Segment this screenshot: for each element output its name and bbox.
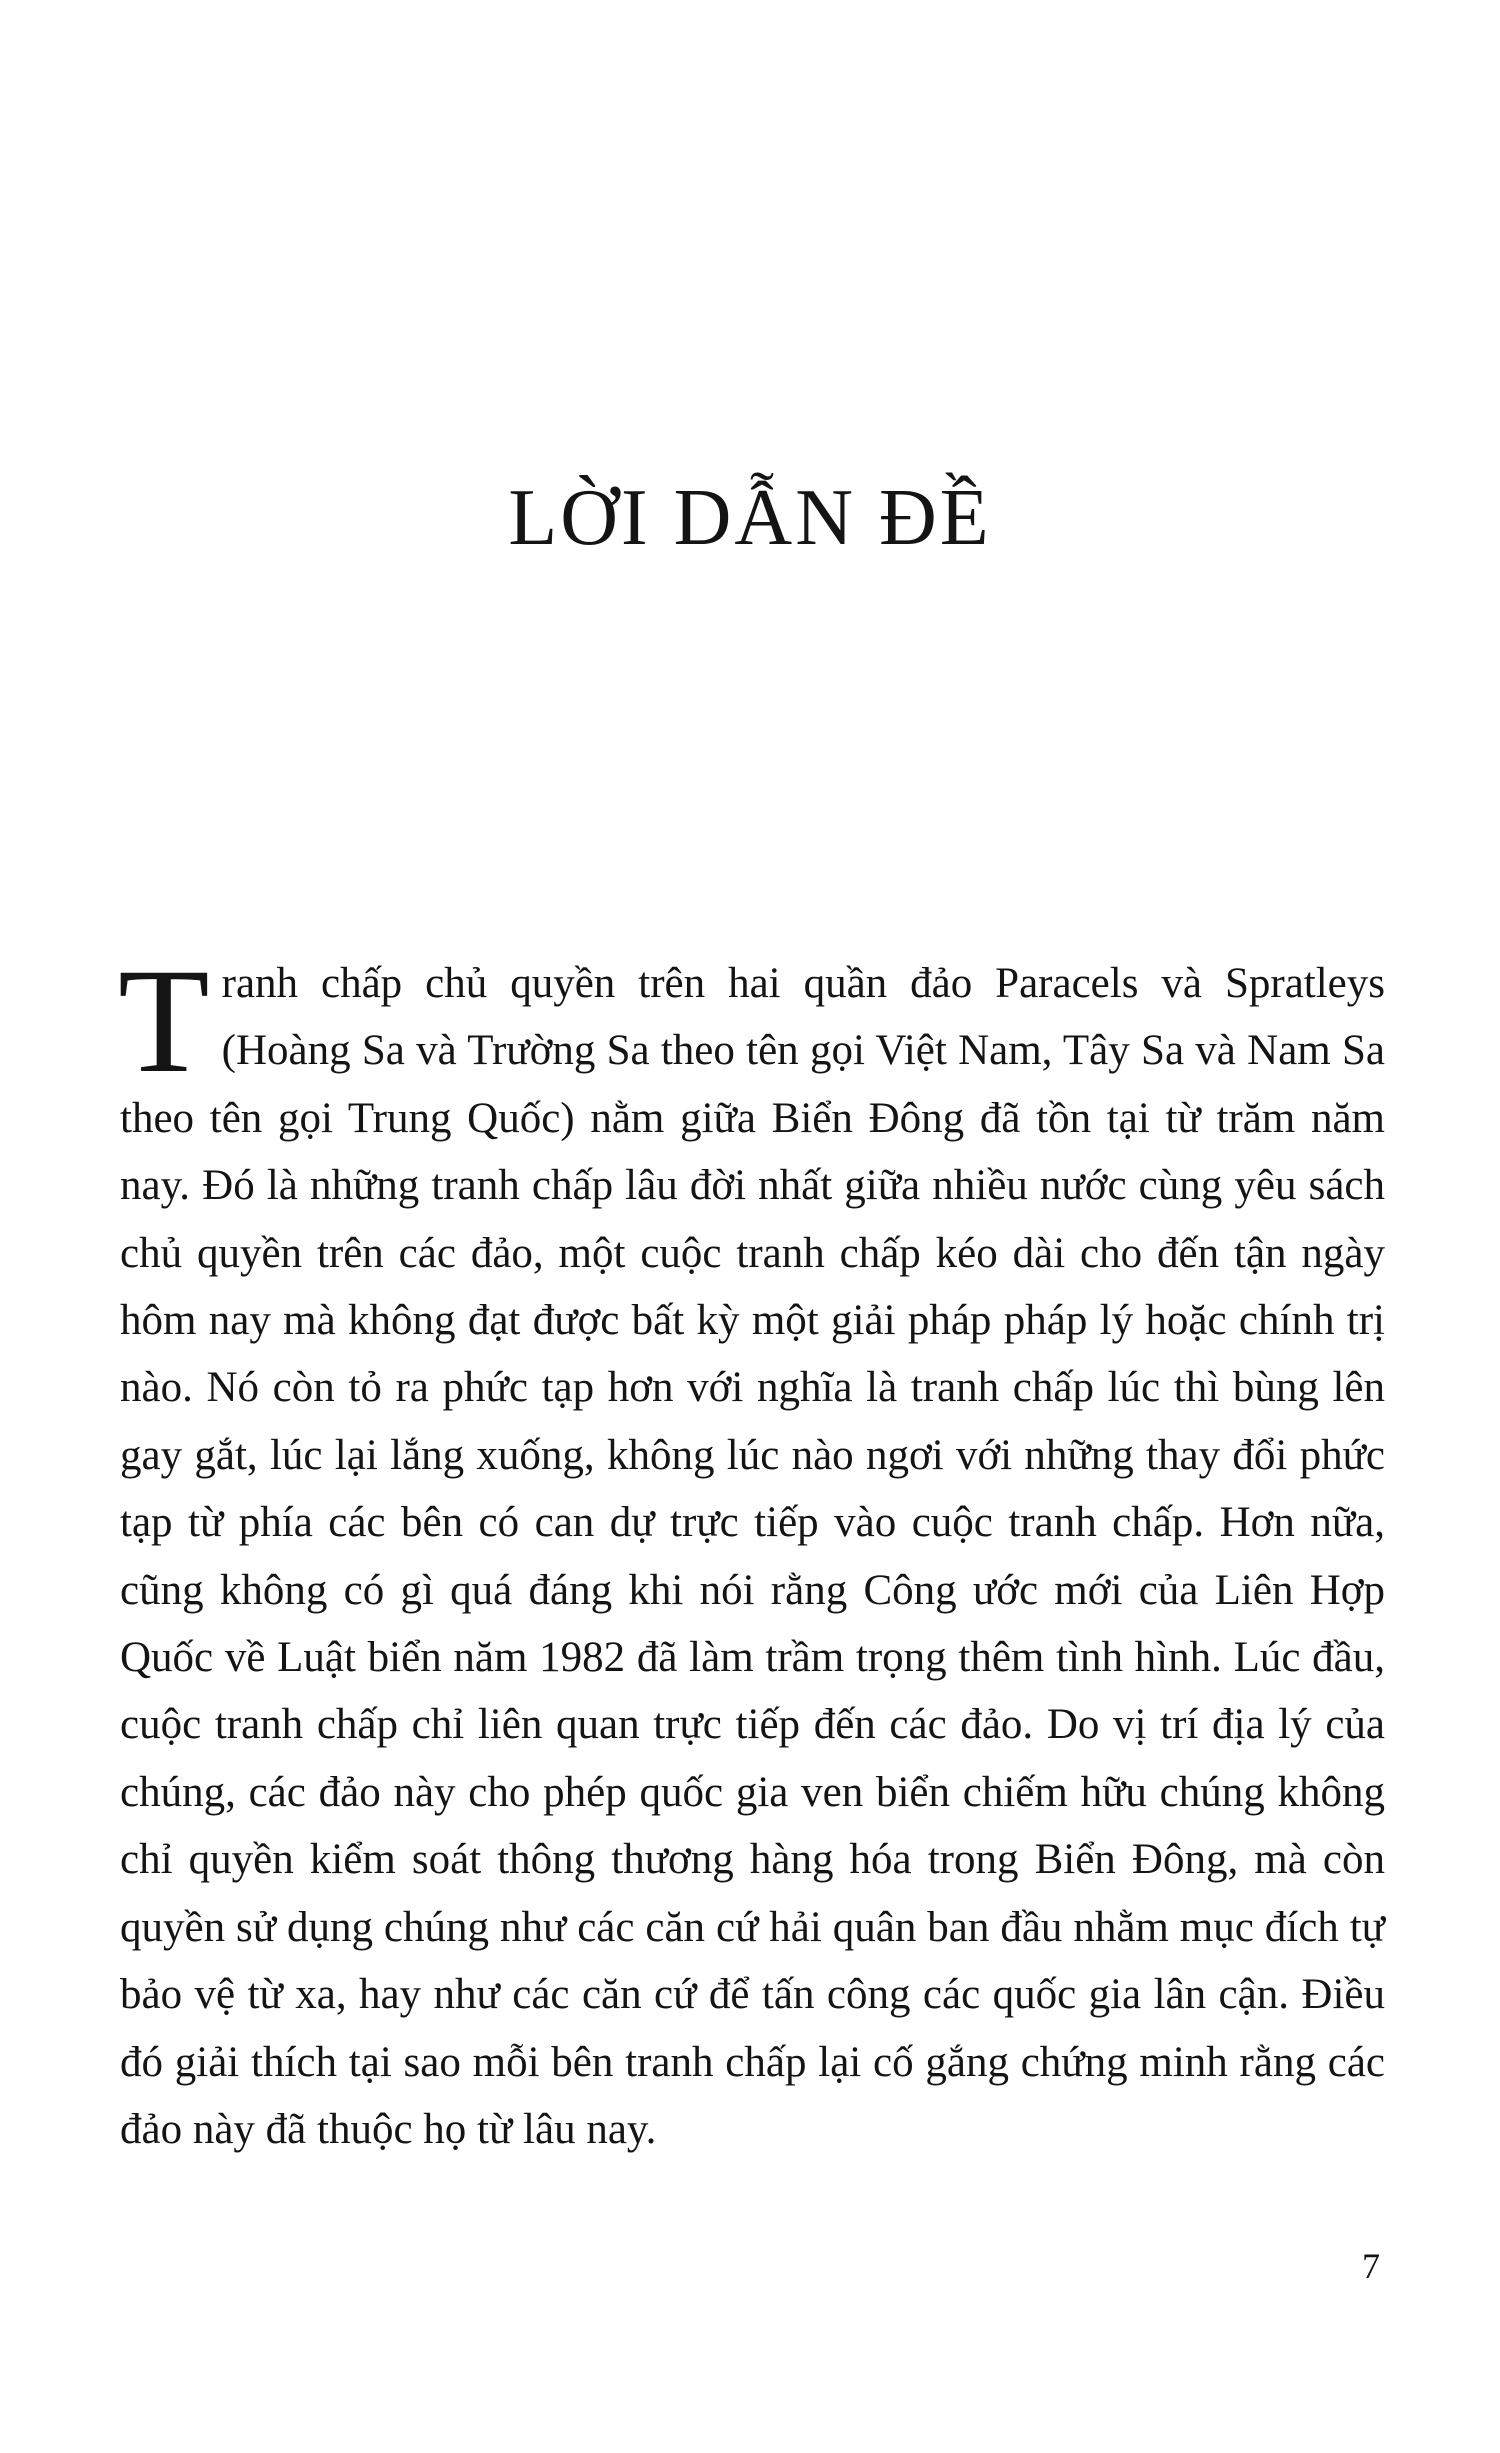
drop-cap: T (118, 938, 210, 1104)
page-number: 7 (1362, 2246, 1380, 2286)
chapter-paragraph (118, 938, 1385, 2163)
chapter-title: LỜI DẪN ĐỀ (508, 474, 992, 562)
paragraph-text: ranh chấp chủ quyền trên hai quần đảo Paracels và Spratleys (Hoàng Sa và Trường Sa theo tên gọi Việt Nam, Tây Sa và Nam Sa theo tên gọi Trung Quốc) nằm giữa Biển Đông đã tồn tại từ trăm năm nay. Đó là những tranh chấp lâu đời nhất giữa nhiều nước cùng yêu sách chủ quyền trên các đảo, một cuộc tranh chấp kéo dài cho đến tận ngày hôm nay mà không đạt được bất kỳ một giải pháp pháp lý hoặc chính trị nào. Nó còn tỏ ra phức tạp hơn với nghĩa là tranh chấp lúc thì bùng lên gay gắt, lúc lại lắng xuống, không lúc nào ngơi với những thay đổi phức tạp từ phía các bên có can dự trực tiếp vào cuộc tranh chấp. Hơn nữa, cũng không có gì quá đáng khi nói rằng Công ước mới của Liên Hợp Quốc về Luật biển năm 1982 đã làm trầm trọng thêm tình hình. Lúc đầu, cuộc tranh chấp chỉ liên quan trực tiếp đến các đảo. Do vị trí địa lý của chúng, các đảo này cho phép quốc gia ven biển chiếm hữu chúng không chỉ quyền kiểm soát thông thương hàng hóa trong Biển Đông, mà còn quyền sử dụng chúng như các căn cứ hải quân ban đầu nhằm mục đích tự bảo vệ từ xa, hay như các căn cứ để tấn công các quốc gia lân cận. Điều đó giải thích tại sao mỗi bên tranh chấp lại cố gắng chứng minh rằng các đảo này đã thuộc họ từ lâu nay. (120, 960, 1385, 2153)
